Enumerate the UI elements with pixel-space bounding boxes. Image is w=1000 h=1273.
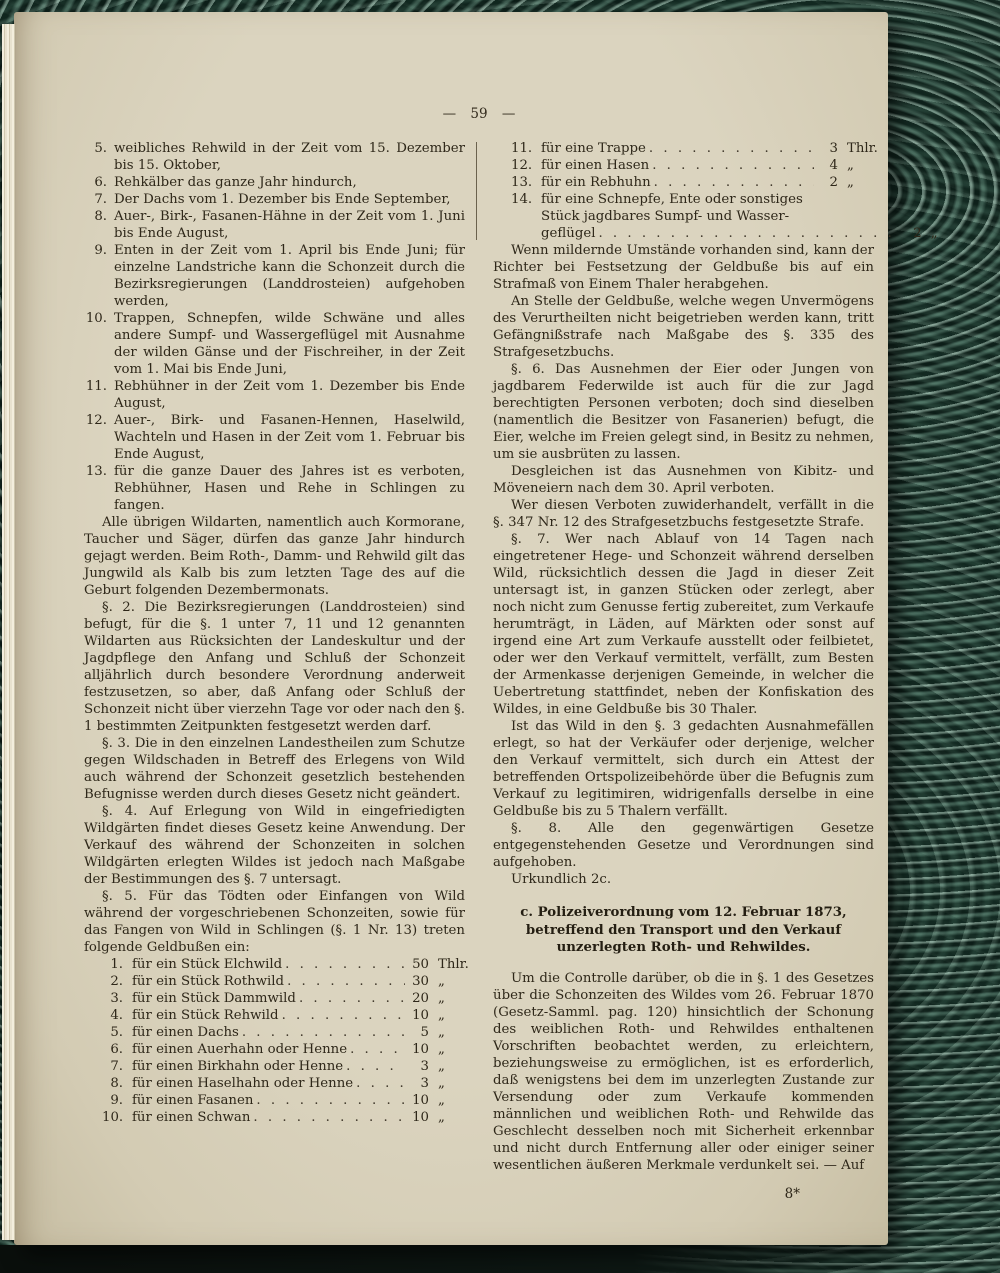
book-bottom-shadow: [0, 1245, 905, 1273]
paragraph-section-6: §. 6. Das Ausnehmen der Eier oder Jungen von jagdbarem Federwilde ist auch für die zur Jagd berechtigten Personen verboten; doch sind dieselben (namentlich die Besitzer von Fasanerien) befugt, die Eier, welche im Freien gelegt sind, in Besitz zu nehmen, um sie ausbrüten zu lassen.: [493, 362, 874, 462]
fine-number: 7.: [110, 1059, 123, 1074]
dot-leader: [347, 1041, 405, 1058]
list-item-text: Der Dachs vom 1. Dezember bis Ende September,: [114, 192, 451, 207]
paragraph-section-3: §. 3. Die in den einzelnen Landestheilen zum Schutze gegen Wildschaden in Betreff des Erlegens von Wild auch während der Schonzeit gesetzlich bestehenden Befugnisse werden durch dieses Gesetz nicht geändert.: [84, 736, 465, 802]
fine-unit: Thlr.: [438, 957, 469, 972]
fine-row: [511, 157, 874, 174]
section-c-heading: c. Polizeiverordnung vom 12. Februar 1873, betreffend den Transport und den Verkauf unzerlegten Roth- und Rehwildes.: [520, 905, 847, 955]
list-item-text: weibliches Rehwild in der Zeit vom 15. Dezember bis 15. Oktober,: [114, 141, 465, 173]
list-item-number: 9.: [94, 243, 107, 258]
page-fore-edge: [2, 24, 15, 1240]
list-item: [84, 208, 465, 242]
page-content: [84, 106, 938, 1203]
fine-amount: 2: [913, 226, 922, 241]
fine-unit: „: [438, 1093, 445, 1108]
list-item-number: 8.: [94, 209, 107, 224]
fine-schedule-right: [511, 140, 938, 242]
book-page: [14, 12, 938, 1245]
left-column: [84, 140, 469, 1203]
fine-row: [102, 956, 469, 973]
paragraph: Ist das Wild in den §. 3 gedachten Ausnahmefällen erlegt, so hat der Verkäufer oder derjenige, welcher den Verkauf vermittelt, sich durch ein Attest der betreffenden Ortspolizeibehörde über die Befugnis zum Verkauf zu legitimiren, widrigenfalls derselbe in eine Geldbuße bis zu 5 Thalern verfällt.: [493, 719, 874, 819]
fine-number: 4.: [110, 1008, 123, 1023]
text-columns: [84, 140, 938, 1203]
fine-schedule-left: [102, 956, 469, 1126]
fine-number: 1.: [110, 957, 123, 972]
fine-text: für ein Stück Elchwild: [132, 957, 283, 972]
dot-leader: [239, 1024, 405, 1041]
dot-leader: [296, 990, 405, 1007]
list-item-number: 6.: [94, 175, 107, 190]
section-c-paragraph: Um die Controlle darüber, ob die in §. 1 des Gesetzes über die Schonzeiten des Wildes vom 26. Februar 1870 (Gesetz-Samml. pag. 120) hinsichtlich der Schonung des weiblichen Roth- und Rehwildes enthaltenen Vorschriften beobachtet werden, zu erleichtern, beziehungsweise zu ermöglichen, ist es erforderlich, daß wenigstens bei dem im unzerlegten Zustande zur Versendung oder zum Verkaufe kommenden männlichen und weiblichen Roth- und Rehwilde das Geschlecht desselben noch mit Sicherheit erkennbar und nicht durch Entfernung aller oder einiger seiner wesentlichen äußeren Merkmale verdunkelt sei. — Auf: [493, 970, 874, 1173]
fine-text: für einen Haselhahn oder Henne: [132, 1076, 354, 1091]
column-divider-rule: [476, 142, 477, 240]
paragraph: An Stelle der Geldbuße, welche wegen Unvermögens des Verurtheilten nicht beigetrieben werden kann, tritt Gefängnißstrafe nach Maßgabe des §. 335 des Strafgesetzbuchs.: [493, 294, 874, 360]
paragraph-section-8: §. 8. Alle den gegenwärtigen Gesetze entgegenstehenden Gesetze und Verordnungen sind aufgehoben.: [493, 821, 874, 870]
dot-leader: [649, 157, 814, 174]
list-item: [84, 412, 465, 463]
list-item-text: Rebhühner in der Zeit vom 1. Dezember bis Ende August,: [114, 379, 465, 411]
fine-unit: „: [438, 1076, 445, 1091]
list-item-text: für die ganze Dauer des Jahres ist es verboten, Rebhühner, Hasen und Rehe in Schlingen zu fangen.: [114, 464, 465, 513]
list-item: [84, 463, 465, 514]
fine-last-line: [541, 225, 958, 242]
list-item: [84, 174, 465, 191]
fine-number: 3.: [110, 991, 123, 1006]
fine-amount: 20: [412, 991, 429, 1006]
fine-row-multiline: [511, 191, 938, 242]
fine-row: [511, 174, 874, 191]
list-item-number: 11.: [85, 379, 107, 394]
fine-amount: 50: [412, 957, 429, 972]
paragraph: Desgleichen ist das Ausnehmen von Kibitz- und Möveneiern nach dem 30. April verboten.: [493, 464, 874, 496]
fine-text: für einen Auerhahn oder Henne: [132, 1042, 348, 1057]
fine-unit: „: [438, 1025, 445, 1040]
fine-text: für ein Stück Dammwild: [132, 991, 296, 1006]
fine-number: 14.: [511, 192, 533, 207]
fine-unit: Thlr.: [847, 141, 878, 156]
fine-unit: „: [930, 226, 938, 241]
list-item-text: Enten in der Zeit vom 1. April bis Ende Juni; für einzelne Landstriche kann die Schonzeit durch die Bezirksregierungen (Landdrosteien) aufgehoben werden,: [114, 243, 465, 309]
fine-number: 2.: [110, 974, 123, 989]
right-column: [493, 140, 938, 1203]
fine-number: 13.: [511, 175, 533, 190]
fine-number: 9.: [110, 1093, 123, 1108]
fine-row: [102, 973, 465, 990]
fine-row: [102, 1041, 465, 1058]
fine-row: [102, 1058, 465, 1075]
closing-line: Urkundlich 2c.: [510, 872, 612, 887]
fine-amount: 3: [420, 1059, 429, 1074]
fine-unit: „: [847, 175, 854, 190]
fine-row: [102, 1024, 465, 1041]
dot-leader: [282, 956, 405, 973]
dot-leader: [253, 1092, 405, 1109]
list-item: [84, 242, 465, 310]
dot-leader: [250, 1109, 405, 1126]
list-item: [84, 140, 465, 174]
page-number: — 59 —: [442, 106, 516, 122]
fine-unit: „: [438, 991, 445, 1006]
fine-body: [541, 191, 958, 242]
fine-text: für ein Stück Rehwild: [132, 1008, 279, 1023]
fine-text: geflügel: [541, 226, 596, 241]
dot-leader: [353, 1075, 405, 1092]
fine-unit: „: [438, 1042, 445, 1057]
list-item-number: 5.: [94, 141, 107, 156]
fine-number: 6.: [110, 1042, 123, 1057]
fine-row: [102, 1092, 465, 1109]
fine-amount: 30: [412, 974, 429, 989]
fine-row: [511, 140, 878, 157]
fine-text: für einen Dachs: [132, 1025, 239, 1040]
fine-unit: „: [438, 974, 445, 989]
fine-text-line: Stück jagdbares Sumpf- und Wasser-: [541, 209, 790, 224]
list-item: [84, 310, 465, 378]
fine-text: für einen Hasen: [541, 158, 650, 173]
dot-leader: [646, 140, 814, 157]
fine-number: 12.: [511, 158, 533, 173]
fine-text-line: für eine Schnepfe, Ente oder sonstiges: [541, 192, 803, 207]
paragraph: Wer diesen Verboten zuwiderhandelt, verfällt in die §. 347 Nr. 12 des Strafgesetzbuchs festgesetzte Strafe.: [493, 498, 874, 530]
paragraph-section-7: §. 7. Wer nach Ablauf von 14 Tagen nach eingetretener Hege- und Schonzeit während derselben Wild, rücksichtlich dessen die Jagd in dieser Zeit untersagt ist, in ganzen Stücken oder zerlegt, aber noch nicht zum Genusse fertig zubereitet, zum Verkaufe herumträgt, in Läden, auf Märkten oder sonst auf irgend eine Art zum Verkaufe ausstellt oder feilbietet, oder wer den Verkauf vermittelt, verfällt, zum Besten der Armenkasse derjenigen Gemeinde, in welcher die Uebertretung stattfindet, neben der Konfiskation des Wildes, in eine Geldbuße bis 30 Thaler.: [493, 532, 874, 717]
dot-leader: [279, 1007, 405, 1024]
fine-amount: 3: [420, 1076, 429, 1091]
paragraph-section-5: §. 5. Für das Tödten oder Einfangen von Wild während der vorgeschriebenen Schonzeiten, sowie für das Fangen von Wild in Schlingen (§. 1 Nr. 13) treten folgende Geldbußen ein:: [84, 889, 465, 955]
fine-amount: 3: [829, 141, 838, 156]
fine-text: für eine Trappe: [541, 141, 646, 156]
fine-amount: 10: [412, 1110, 429, 1125]
list-item: [84, 378, 465, 412]
fine-number: 11.: [511, 141, 533, 156]
paragraph-section-2: §. 2. Die Bezirksregierungen (Landdrosteien) sind befugt, für die §. 1 unter 7, 11 und 12 genannten Wildarten aus Rücksichten der Landeskultur und der Jagdpflege den Anfang und Schluß der Schonzeit alljährlich durch besondere Verordnung anderweit festzusetzen, so aber, daß Anfang oder Schluß der Schonzeit nicht über vierzehn Tage vor oder nach den §. 1 bestimmten Zeitpunkten festgesetzt werden darf.: [84, 600, 465, 734]
list-item-text: Rehkälber das ganze Jahr hindurch,: [114, 175, 357, 190]
list-item-text: Trappen, Schnepfen, wilde Schwäne und alles andere Sumpf- und Wassergeflügel mit Ausnahme der wilden Gänse und der Fischreiher, in der Zeit vom 1. Mai bis Ende Juni,: [114, 311, 465, 377]
fine-text: für ein Stück Rothwild: [132, 974, 285, 989]
dot-leader: [595, 225, 897, 242]
fine-text: für einen Schwan: [132, 1110, 251, 1125]
list-item-number: 12.: [85, 413, 107, 428]
fine-row: [102, 1075, 465, 1092]
paragraph: Alle übrigen Wildarten, namentlich auch Kormorane, Taucher und Säger, dürfen das ganze Jahr hindurch gejagt werden. Beim Roth-, Damm- und Rehwild gilt das Jungwild als Kalb bis zum letzten Tage des auf die Geburt folgenden Dezembermonats.: [84, 515, 465, 598]
fine-text: für einen Birkhahn oder Henne: [132, 1059, 344, 1074]
list-item: [84, 191, 465, 208]
fine-row: [102, 1109, 465, 1126]
list-item-number: 10.: [85, 311, 107, 326]
list-item-number: 13.: [85, 464, 107, 479]
signature-mark: 8*: [784, 1185, 800, 1202]
fine-amount: 2: [829, 175, 838, 190]
dot-leader: [284, 973, 405, 990]
fine-unit: „: [847, 158, 854, 173]
fine-text: für einen Fasanen: [132, 1093, 254, 1108]
fine-number: 5.: [110, 1025, 123, 1040]
dot-leader: [651, 174, 814, 191]
fine-number: 10.: [102, 1110, 124, 1125]
list-item-text: Auer-, Birk-, Fasanen-Hähne in der Zeit vom 1. Juni bis Ende August,: [114, 209, 465, 241]
fine-amount: 4: [829, 158, 838, 173]
fine-amount: 5: [420, 1025, 429, 1040]
fine-amount: 10: [412, 1008, 429, 1023]
paragraph: Wenn mildernde Umstände vorhanden sind, kann der Richter bei Festsetzung der Geldbuße bis auf ein Strafmaß von Einem Thaler herabgehen.: [493, 243, 874, 292]
fine-number: 8.: [110, 1076, 123, 1091]
paragraph-section-4: §. 4. Auf Erlegung von Wild in eingefriedigten Wildgärten findet dieses Gesetz keine Anwendung. Der Verkauf des während der Schonzeiten in solchen Wildgärten erlegten Wildes ist jedoch nach Maßgabe der Bestimmungen des §. 7 untersagt.: [84, 804, 465, 887]
dot-leader: [343, 1058, 405, 1075]
fine-row: [102, 1007, 465, 1024]
list-item-text: Auer-, Birk- und Fasanen-Hennen, Haselwild, Wachteln und Hasen in der Zeit vom 1. Februar bis Ende August,: [114, 413, 465, 462]
fine-amount: 10: [412, 1042, 429, 1057]
fine-unit: „: [438, 1059, 445, 1074]
fine-row: [102, 990, 465, 1007]
fine-unit: „: [438, 1110, 445, 1125]
fine-unit: „: [438, 1008, 445, 1023]
fine-amount: 10: [412, 1093, 429, 1108]
fine-text: für ein Rebhuhn: [541, 175, 651, 190]
list-item-number: 7.: [94, 192, 107, 207]
